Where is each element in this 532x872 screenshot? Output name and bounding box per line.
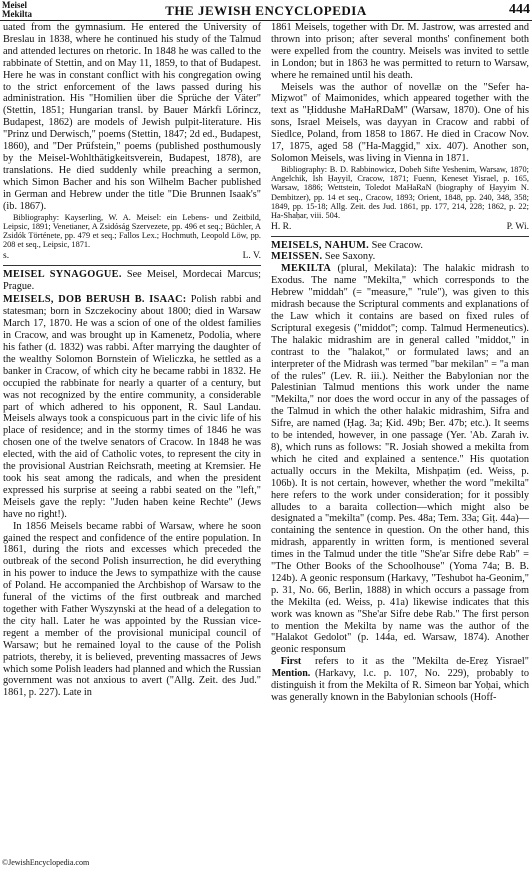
signature-left: H. R. [271,221,292,232]
side-label [271,656,311,680]
entry-divider [271,236,529,237]
bibliography: Bibliography: Kayserling, W. A. Meisel: ein Lebens- und Zeitbild, Leipsic, 1891; Venetianer, A Zsidóság Szervezete, pp. 496 et seq.; Büchler, A Zsidók Története, pp. 479 et seq.; Fallos Lex.; Hochmuth, Leopold Löw, pp. 208 et seq., Leipsic, 1871. [3,212,261,250]
entry-heading: MEISSEN. [271,251,323,263]
entry-heading: MEISEL SYNAGOGUE. [3,268,122,280]
meisel-continuation-paragraph: uated from the gymnasium. He entered the University of Breslau in 1838, where he continued his study of the Talmud and attended lectures on rhetoric. In 1848 he was called to the rabbinate of Stettin, and on May 11, 1859, to that of Budapest. Here he was in constant conflict with his congregation owing to the strict enforcement of the laws passed during his administration. His "Homilien über die Sprüche der Väter" (Stettin, 1851; Hungarian transl. by Bauer Márkfi Lőrincz, Budapest, 1862) are models of Jewish pulpit-literature. His "Prinz und Derwisch," poems (Stettin, 1847; 2d ed., Budapest, 1860), and "Der Prüfstein," poems (published posthumously by the Meisel-Wohlthätigkeitsverein, Budapest, 1878), are translations. He died suddenly while preaching a sermon, which Simon Bacher and his son Wilhelm Bacher published in German and Hebrew under the title "Die Brunnen Isaak's" (ib. 1867). [3,22,261,212]
side-label-line: Mention. [271,668,311,680]
guide-word-first: Meisel [2,0,27,10]
entry-heading: MEISELS, NAHUM. [271,239,370,251]
entry-heading: MEKILTA [281,263,332,275]
header-rule [0,20,532,21]
left-column [3,22,261,699]
entry-divider [3,265,261,266]
page-number: 444 [509,2,530,17]
entry-meissen [271,251,529,263]
works-paragraph: Meisels was the author of novellæ on the "Sefer ha-Miẓwot" of Maimonides, which appeared together with the text as "Ḥiddushe MaHaRDaM" (Warsaw, 1870). One of his sons, Israel Meisels, was dayyan in Cracow and rabbi of Siedlce, Poland, from 1858 to 1867. He died in Cracow Nov. 17, 1875, aged 58 ("Ha-Maggid," xix. 407). Another son, Solomon Meisels, was living in Vienna in 1871. [271,81,529,164]
first-mention-block [271,656,529,704]
right-column [271,22,529,704]
entry-text: (plural, Mekilata): The halakic midrash to Exodus. The name "Mekilta," which corresponds to the Hebrew "middah" (= "measure," "rule"), was given to this midrash because the Scriptural comments and explanations of the Law which it contains are based on fixed rules of Scriptural exegesis ("middot"; comp. Talmud Hermeneutics). The halakic midrashim are in general called "middot," in contrast to the "halakot," or formulated laws; and an interpreter of the Midrash was termed "bar mekilan" = "a man of the rules" (Lev. R. iii.). Neither the Babylonian nor the Palestinian Talmud mentions this work under the name "Mekilta," nor does the word occur in any of the passages of the Talmud in which the other halakic midrashim, Sifra and Sifre, are named (Ḥag. 3a; Ḳid. 49b; Ber. 47b; etc.). It seems to be intended, however, in one passage (Yer. 'Ab. Zarah iv. 8), which runs as follows: "R. Josiah showed a mekilta from which he cited and explained a sentence." His quotation actually occurs in the Mekilta, Mishpaṭim (ed. Weiss, p. 106b). It is not certain, however, whether the word "mekilta" here refers to the work under consideration; for it possibly alludes to a baraita collection—which might also be designated a "mekilta" (comp. Pes. 48a; Tem. 33a; Giṭ. 44a)—containing the sentence in question. On the other hand, this midrash, apparently in written form, is mentioned several times in the Talmud under the title "She'ar Sifre debe Rab" = "The Other Books of the Schoolhouse" (Yoma 74a; B. B. 124b). A geonic responsum (Harkavy, "Teshubot ha-Geonim," p. 31, No. 66, Berlin, 1888) in which occurs a passage from the Mekilta (ed. Weiss, p. 41a) likewise indicates that this work was known as "She'ar Sifre debe Rab." The first person to mention the Mekilta by name was the author of the "Halakot Gedolot" (p. 144a, ed. Warsaw, 1874). Another geonic responsum [271,263,529,656]
dob-continuation-paragraph: 1861 Meisels, together with Dr. M. Jastrow, was arrested and thrown into prison; after several months' confinement both were expelled from the country. Meisels was invited to settle in London; but in 1863 he was permitted to return to Warsaw, where he remained until his death. [271,22,529,81]
entry-meisel-synagogue [3,269,261,293]
signature-line [271,222,529,234]
side-label-line: First [280,656,302,668]
signature-left: s. [3,250,10,261]
entry-mekilta [271,263,529,656]
guide-word-last: Mekilta [2,9,32,19]
paragraph-1856: In 1856 Meisels became rabbi of Warsaw, where he soon gained the respect and confidence of the entire population. In 1861, during the riots and excesses which preceded the outbreak of the second Polish insurrection, he did everything in his power to induce the Jews to sympathize with the cause of Poland. He accompanied the Archbishop of Warsaw to the funeral of the victims of the first outbreak and marched together with Father Wyszynski at the head of a delegation to the city hall. Later he was appointed by the Russian vice-regent a member of the provisional municipal council of Warsaw; but he remained loyal to the cause of the Polish patriots, thereby, it is believed, preventing massacres of Jews which some Polish leaders had planned and which the Russian government was not anxious to avert ("Allg. Zeit. des Jud." 1861, p. 227). Late in [3,520,261,699]
running-title: THE JEWISH ENCYCLOPEDIA [165,3,367,18]
entry-text: Polish rabbi and statesman; born in Szczekociny about 1800; died in Warsaw March 17, 1870. He was a scion of one of the oldest families in Cracow, and was brought up in Kamenetz, Podolia, where his father (d. 1832) was rabbi. After marrying the daughter of the wealthy Solomon Bornstein of Wieliczka, he settled as a banker in Cracow, of which city he became rabbi in 1832. He occupied the rabbinate for nearly a quarter of a century, but was not recognized by the entire community, a considerable part of which adhered to his opponent, R. Saul Landau. Meisels always took a conspicuous part in the civic life of his place of residence; and in the stormy times of 1846 he was chosen one of the twelve senators of Cracow. In 1848 he was elected, with the aid of Catholic votes, to represent the city in the provisional Austrian Reichsrath, meeting at Kremsier. He took his seat among the radicals, and when the president expressed his surprise at seeing a rabbi seated on the "left," Meisels gave the reply: "Juden haben keine Rechte" (Jews have no right!). [3,294,261,520]
signature-line [3,251,261,263]
entry-text[interactable]: See Cracow. [369,239,423,251]
entry-meisels-nahum [271,240,529,252]
page-header [0,0,532,20]
entry-meisels-dob [3,294,261,520]
bibliography: Bibliography: B. D. Rabbinowicz, Dobeh Sifte Yeshenim, Warsaw, 1870; Angelchik, Ish Ḥayyil, Cracow, 1871; Fuenn, Keneset Yisrael, p. 165, Warsaw, 1886; Wettstein, Toledot MaHaRaN (biography of Ḥayyim N. Dembitzer), pp. 14 et seq., Cracow, 1893; Orient, 1848, pp. 240, 348, 358; 1849, pp. 15-18; Allg. Zeit. des Jud. 1861, pp. 177, 214, 228; 1862, p. 22; Ha-Shaḥar, viii. 504. [271,164,529,221]
copyright-footer[interactable]: ©JewishEncyclopedia.com [2,858,90,867]
entry-text[interactable]: See Meisel, Mordecai Marcus; Prague. [3,268,261,292]
first-mention-paragraph: refers to it as the "Mekilta de-Ereẓ Yisrael" (Harkavy, l.c. p. 107, No. 229), probably to distinguish it from the Mekilta of R. Simeon bar Yoḥai, which was generally known in the Babylonian schools (Hoff- [271,656,529,703]
signature-right: L. V. [242,250,261,261]
entry-heading: MEISELS, DOB BERUSH B. ISAAC: [3,294,187,306]
signature-right: P. Wi. [506,221,529,232]
entry-text[interactable]: See Saxony. [322,251,376,263]
